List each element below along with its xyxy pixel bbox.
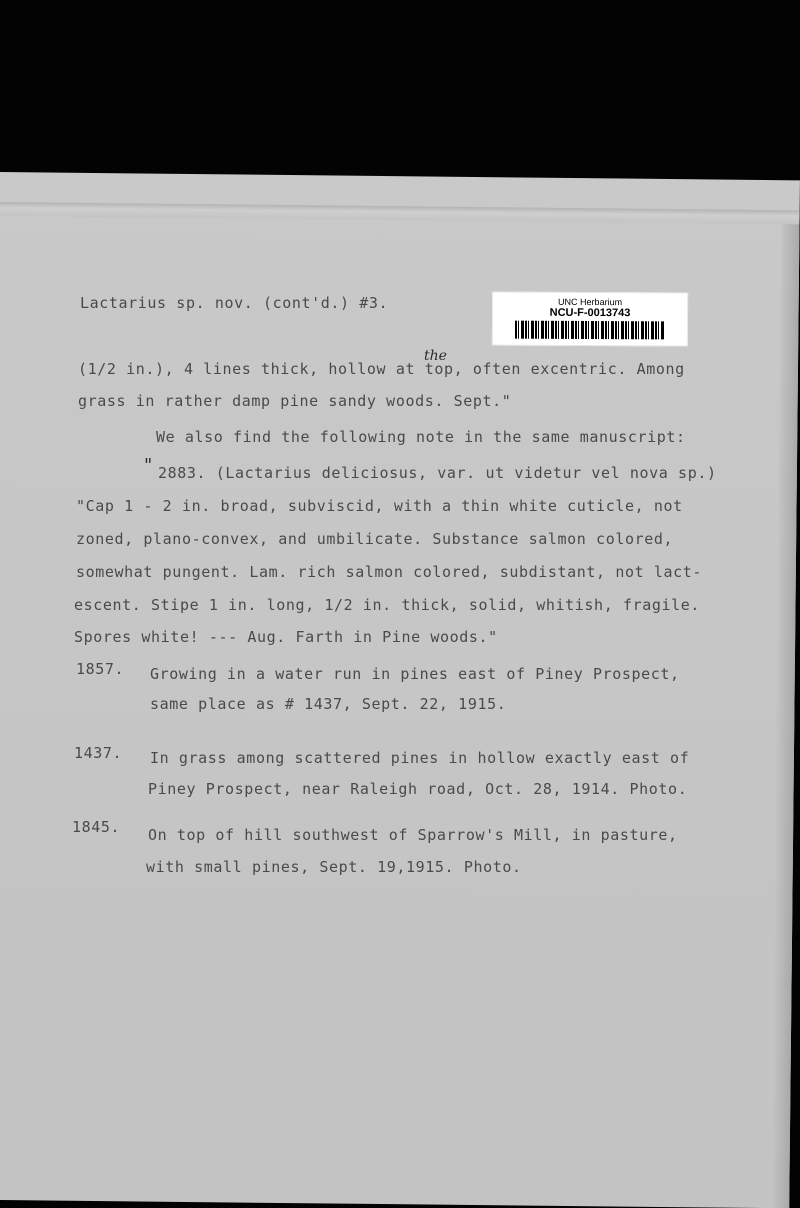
paragraph-1-line-1: (1/2 in.), 4 lines thick, hollow at top, often excentric. Among — [78, 360, 685, 378]
sheet-fold — [0, 202, 800, 224]
paragraph-3-line-5: escent. Stipe 1 in. long, 1/2 in. thick, solid, whitish, fragile. — [74, 596, 700, 614]
handwritten-insertion: the — [424, 348, 447, 364]
paragraph-3-line-2: "Cap 1 - 2 in. broad, subviscid, with a thin white cuticle, not — [76, 497, 683, 515]
paragraph-3-line-3: zoned, plano-convex, and umbilicate. Substance salmon colored, — [76, 530, 674, 548]
handwritten-quote-mark: " — [144, 455, 153, 476]
entry-1857-line-1: Growing in a water run in pines east of Piney Prospect, — [150, 665, 680, 683]
entry-1857-number: 1857. — [76, 660, 125, 678]
paragraph-3-line-4: somewhat pungent. Lam. rich salmon colored, subdistant, not lact- — [76, 563, 702, 581]
paragraph-3-line-6: Spores white! --- Aug. Farth in Pine woods." — [74, 628, 498, 646]
heading: Lactarius sp. nov. (cont'd.) #3. — [80, 294, 389, 312]
label-catalog-number: NCU-F-0013743 — [549, 306, 631, 320]
entry-1845-line-1: On top of hill southwest of Sparrow's Mill, in pasture, — [148, 826, 678, 844]
paragraph-3-line-1: 2883. (Lactarius deliciosus, var. ut videtur vel nova sp.) — [158, 464, 717, 482]
entry-1857-line-2: same place as # 1437, Sept. 22, 1915. — [150, 695, 507, 713]
paragraph-1-line-2: grass in rather damp pine sandy woods. Sept." — [78, 392, 512, 410]
entry-1845-number: 1845. — [72, 818, 121, 836]
entry-1437-number: 1437. — [74, 744, 123, 762]
label-institution: UNC Herbarium — [558, 296, 623, 308]
herbarium-label — [492, 291, 688, 346]
entry-1845-line-2: with small pines, Sept. 19,1915. Photo. — [146, 858, 522, 876]
sheet-edge — [771, 224, 799, 1208]
barcode — [515, 321, 665, 340]
entry-1437-line-2: Piney Prospect, near Raleigh road, Oct. 28, 1914. Photo. — [148, 780, 688, 798]
paragraph-2-line-1: We also find the following note in the same manuscript: — [156, 428, 686, 446]
entry-1437-line-1: In grass among scattered pines in hollow exactly east of — [150, 749, 690, 767]
